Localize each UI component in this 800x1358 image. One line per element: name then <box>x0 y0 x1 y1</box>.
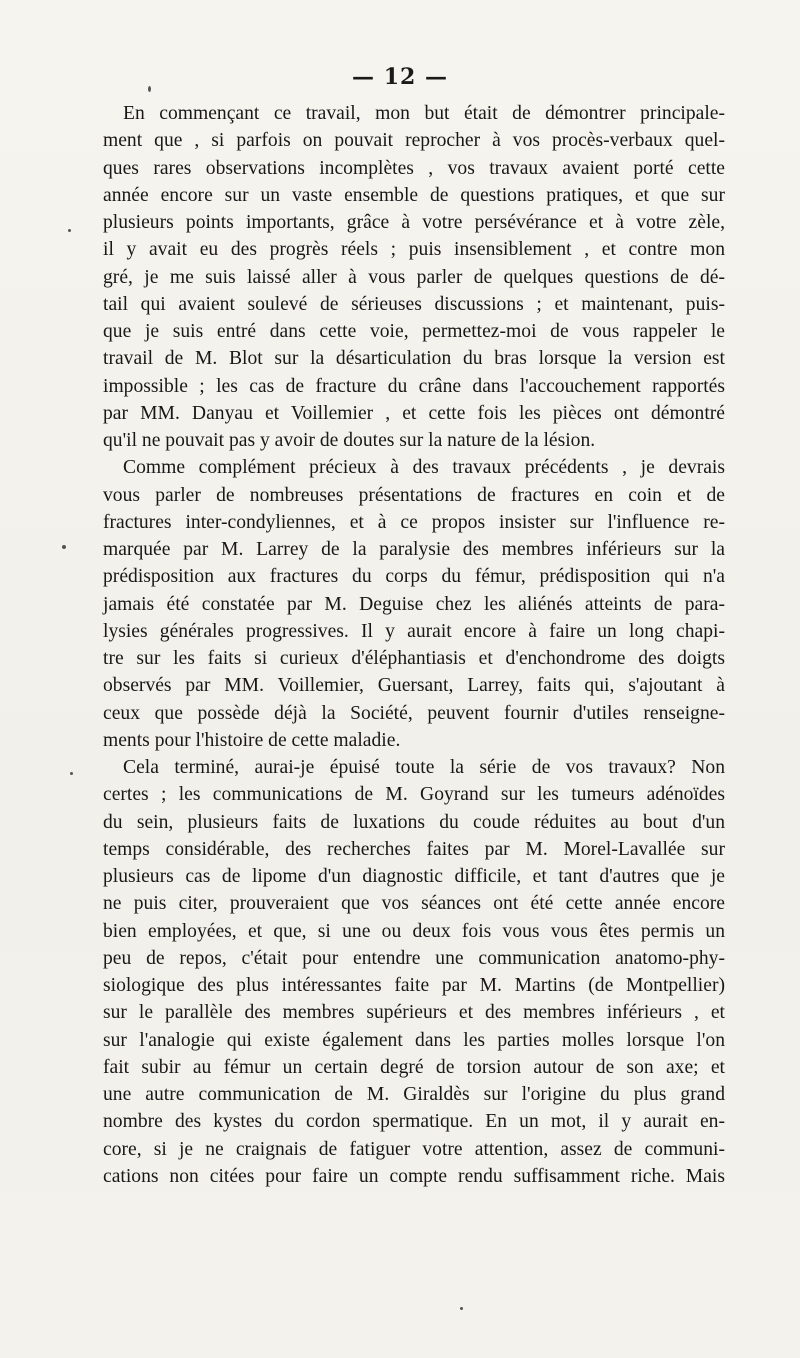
text-line: plusieurs points importants, grâce à votre persévérance et à votre zèle, <box>103 212 725 233</box>
text-line: certes ; les communications de M. Goyrand sur les tumeurs adénoïdes <box>103 784 725 806</box>
text-line: peu de repos, c'était pour entendre une communication anatomo-phy- <box>103 947 725 969</box>
text-line: il y avait eu des progrès réels ; puis insensiblement , et contre mon <box>103 239 725 261</box>
text-line: marquée par M. Larrey de la paralysie des membres inférieurs sur la <box>103 539 725 560</box>
paragraph-2 <box>103 454 725 754</box>
text-line: année encore sur un vaste ensemble de questions pratiques, et que sur <box>103 184 725 206</box>
scan-speck <box>68 229 71 232</box>
text-line: travail de M. Blot sur la désarticulation du bras lorsque la version est <box>103 348 725 370</box>
text-line: plusieurs cas de lipome d'un diagnostic difficile, et tant d'autres que je <box>103 866 725 887</box>
text-line: fractures inter-condyliennes, et à ce propos insister sur l'influence re- <box>103 511 725 533</box>
text-line: une autre communication de M. Giraldès sur l'origine du plus grand <box>103 1084 725 1105</box>
text-line: tre sur les faits si curieux d'éléphantiasis et d'enchondrome des doigts <box>103 648 725 669</box>
text-line: sur l'analogie qui existe également dans les parties molles lorsque l'on <box>103 1029 725 1051</box>
text-line: impossible ; les cas de fracture du crâne dans l'accouchement rapportés <box>103 375 725 397</box>
scan-speck <box>70 772 73 775</box>
body-text <box>103 100 725 1190</box>
text-line: temps considérable, des recherches faites par M. Morel-Lavallée sur <box>103 838 725 860</box>
text-line: ment que , si parfois on pouvait reprocher à vos procès-verbaux quel- <box>103 130 725 152</box>
paragraph-3 <box>103 754 725 1190</box>
scan-speck <box>460 1307 463 1310</box>
text-line: bien employées, et que, si une ou deux fois vous vous êtes permis un <box>103 920 725 942</box>
text-line: siologique des plus intéressantes faite par M. Martins (de Montpellier) <box>103 975 725 996</box>
text-line: Comme complément précieux à des travaux précédents , je devrais <box>123 457 725 479</box>
text-line: En commençant ce travail, mon but était de démontrer principale- <box>123 103 725 124</box>
paragraph-1 <box>103 100 725 454</box>
text-line: ne puis citer, prouveraient que vos séances ont été cette année encore <box>103 893 725 915</box>
text-line: tail qui avaient soulevé de sérieuses discussions ; et maintenant, puis- <box>103 293 725 315</box>
text-line: cations non citées pour faire un compte rendu suffisamment riche. Mais <box>103 1165 725 1187</box>
text-line: ments pour l'histoire de cette maladie. <box>103 729 401 751</box>
text-line: qu'il ne pouvait pas y avoir de doutes sur la nature de la lésion. <box>103 430 596 451</box>
text-line: sur le parallèle des membres supérieurs et des membres inférieurs , et <box>103 1002 725 1024</box>
text-line: du sein, plusieurs faits de luxations du coude réduites au bout d'un <box>103 811 725 833</box>
text-line: core, si je ne craignais de fatiguer votre attention, assez de communi- <box>103 1138 725 1160</box>
text-line: gré, je me suis laissé aller à vous parler de quelques questions de dé- <box>103 266 725 288</box>
text-line: ques rares observations incomplètes , vos travaux avaient porté cette <box>103 157 725 179</box>
text-line: fait subir au fémur un certain degré de torsion autour de son axe; et <box>103 1056 725 1078</box>
text-line: que je suis entré dans cette voie, permettez-moi de vous rappeler le <box>103 321 725 342</box>
text-line: nombre des kystes du cordon spermatique. En un mot, il y aurait en- <box>103 1111 725 1133</box>
scan-speck <box>62 545 66 549</box>
text-line: Cela terminé, aurai-je épuisé toute la série de vos travaux? Non <box>123 757 725 778</box>
page-number: — 12 — <box>352 64 448 90</box>
text-line: par MM. Danyau et Voillemier , et cette fois les pièces ont démontré <box>103 402 725 424</box>
text-line: observés par MM. Voillemier, Guersant, Larrey, faits qui, s'ajoutant à <box>103 675 725 697</box>
text-line: vous parler de nombreuses présentations de fractures en coin et de <box>103 484 725 506</box>
scan-speck <box>148 86 151 92</box>
text-line: jamais été constatée par M. Deguise chez les aliénés atteints de para- <box>103 593 725 615</box>
text-line: ceux que possède déjà la Société, peuvent fournir d'utiles renseigne- <box>103 702 725 724</box>
text-line: lysies générales progressives. Il y aurait encore à faire un long chapi- <box>103 620 725 642</box>
text-line: prédisposition aux fractures du corps du fémur, prédisposition qui n'a <box>103 566 725 588</box>
